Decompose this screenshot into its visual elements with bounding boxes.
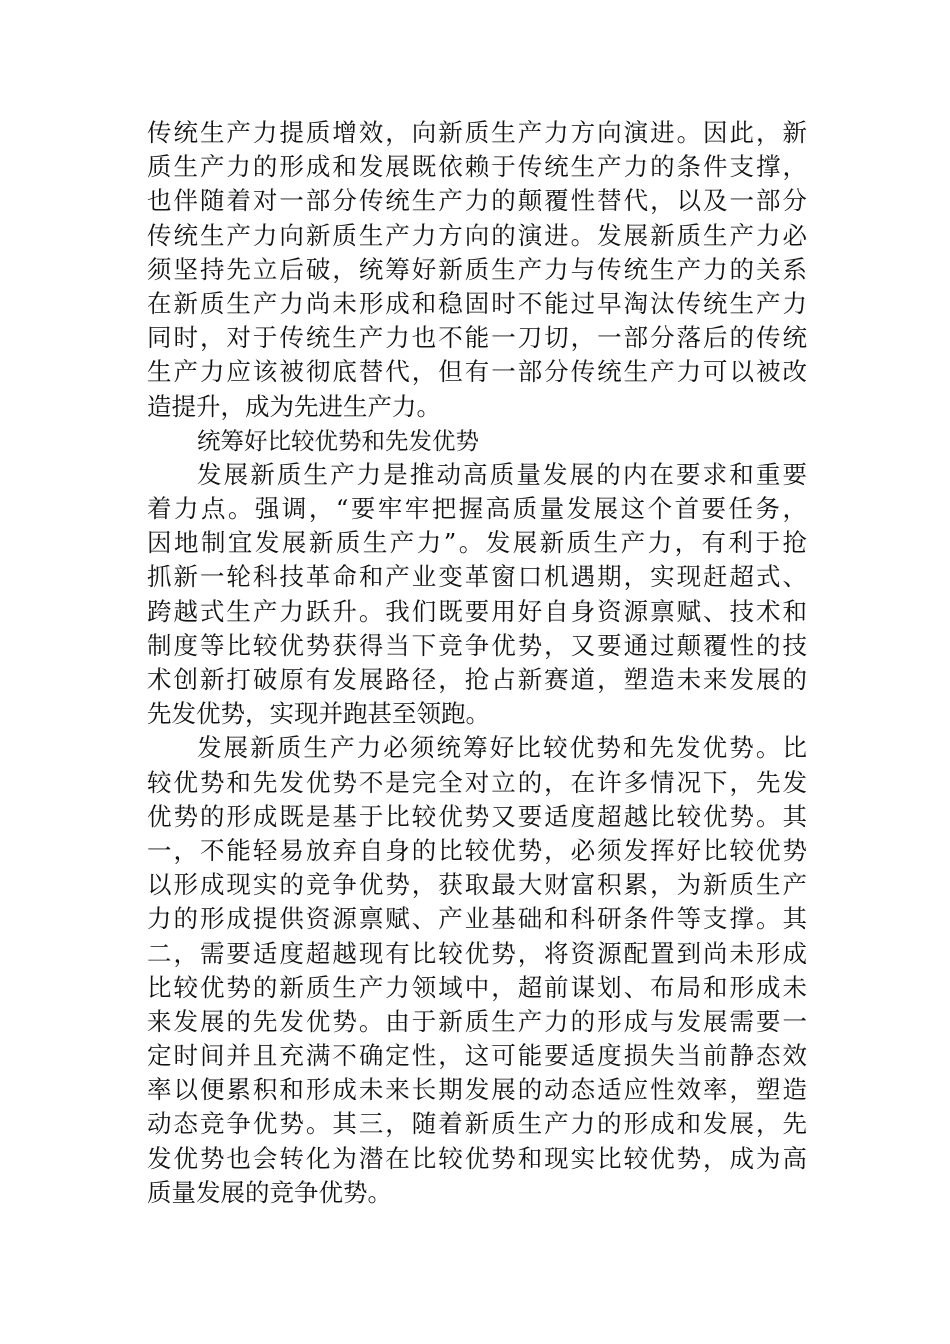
paragraph-1-line-8: 生产力应该被彻底替代，但有一部分传统生产力可以被改: [147, 357, 807, 387]
paragraph-1-line-1: 传统生产力提质增效，向新质生产力方向演进。因此，新: [147, 118, 807, 147]
paragraph-3-line-14: 质量发展的竞争优势。: [147, 1177, 392, 1207]
paragraph-3-line-6: 力的形成提供资源禀赋、产业基础和科研条件等支撑。其: [147, 904, 807, 934]
paragraph-1-line-9: 造提升，成为先进生产力。: [147, 391, 441, 421]
document-body: [147, 116, 807, 1210]
paragraph-3-line-7: 二，需要适度超越现有比较优势，将资源配置到尚未形成: [147, 938, 807, 968]
paragraph-1-line-5: 须坚持先立后破，统筹好新质生产力与传统生产力的关系: [147, 254, 807, 284]
paragraph-1-line-2: 质生产力的形成和发展既依赖于传统生产力的条件支撑，: [147, 152, 807, 182]
paragraph-3-line-9: 来发展的先发优势。由于新质生产力的形成与发展需要一: [147, 1006, 807, 1036]
paragraph-3-line-5: 以形成现实的竞争优势，获取最大财富积累，为新质生产: [147, 870, 807, 900]
paragraph-2-line-7: 术创新打破原有发展路径，抢占新赛道，塑造未来发展的: [147, 665, 807, 694]
paragraph-2-line-8: 先发优势，实现并跑甚至领跑。: [147, 699, 490, 729]
paragraph-3-line-2: 较优势和先发优势不是完全对立的，在许多情况下，先发: [147, 767, 807, 797]
paragraph-3-line-12: 动态竞争优势。其三，随着新质生产力的形成和发展，先: [147, 1109, 807, 1139]
paragraph-1-line-6: 在新质生产力尚未形成和稳固时不能过早淘汰传统生产力: [147, 288, 807, 318]
paragraph-3-line-1: 发展新质生产力必须统筹好比较优势和先发优势。比: [197, 733, 807, 763]
paragraph-3-line-11: 率以便累积和形成未来长期发展的动态适应性效率，塑造: [147, 1075, 807, 1105]
paragraph-2-line-4: 抓新一轮科技革命和产业变革窗口机遇期，实现赶超式、: [147, 562, 807, 592]
paragraph-2-line-2: 着力点。强调，“要牢牢把握高质量发展这个首要任务，: [147, 494, 807, 524]
paragraph-2-line-1: 发展新质生产力是推动高质量发展的内在要求和重要: [197, 459, 807, 489]
paragraph-2-line-6: 制度等比较优势获得当下竞争优势，又要通过颠覆性的技: [147, 630, 807, 660]
paragraph-2-line-3: 因地制宜发展新质生产力”。发展新质生产力，有利于抢: [147, 528, 807, 558]
paragraph-1-line-4: 传统生产力向新质生产力方向的演进。发展新质生产力必: [147, 220, 807, 250]
paragraph-1-line-3: 也伴随着对一部分传统生产力的颠覆性替代，以及一部分: [147, 186, 807, 216]
paragraph-3-line-3: 优势的形成既是基于比较优势又要适度超越比较优势。其: [147, 801, 807, 831]
paragraph-3-line-8: 比较优势的新质生产力领域中，超前谋划、布局和形成未: [147, 972, 807, 1002]
paragraph-3-line-13: 发优势也会转化为潜在比较优势和现实比较优势，成为高: [147, 1143, 807, 1173]
paragraph-3-line-10: 定时间并且充满不确定性，这可能要适度损失当前静态效: [147, 1041, 807, 1071]
paragraph-1-line-7: 同时，对于传统生产力也不能一刀切，一部分落后的传统: [147, 323, 807, 353]
paragraph-3-line-4: 一，不能轻易放弃自身的比较优势，必须发挥好比较优势: [147, 835, 807, 865]
paragraph-2-line-5: 跨越式生产力跃升。我们既要用好自身资源禀赋、技术和: [147, 596, 807, 626]
section-heading: 统筹好比较优势和先发优势: [197, 426, 479, 455]
